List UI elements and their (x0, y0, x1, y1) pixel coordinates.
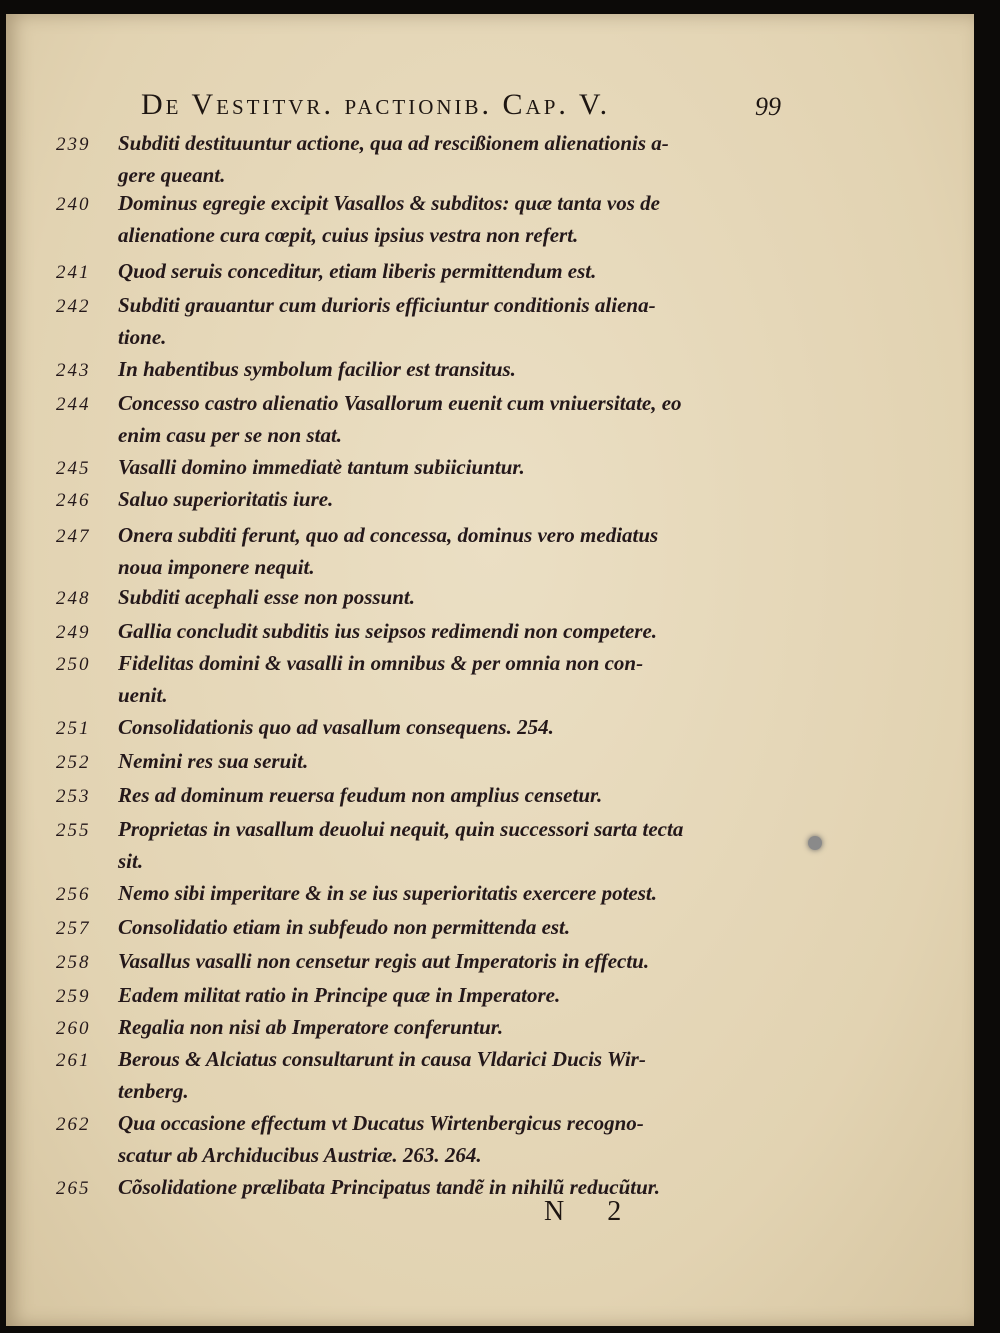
entry-text: Subditi acephali esse non possunt. (118, 585, 415, 609)
index-entry (56, 188, 768, 250)
entry-number: 242 (56, 296, 91, 317)
page-number: 99 (755, 92, 781, 121)
entry-text: Qua occasione effectum vt Ducatus Wirtenbergicus recogno- (118, 1111, 644, 1135)
entry-continuation: enim casu per se non stat. (118, 423, 343, 447)
entry-text: Saluo superioritatis iure. (118, 487, 334, 511)
entry-number: 259 (56, 986, 91, 1007)
index-entry (56, 354, 768, 386)
entry-number: 256 (56, 884, 91, 905)
entry-text: Consolidatio etiam in subfeudo non permittenda est. (118, 915, 571, 939)
entry-text: Gallia concludit subditis ius seipsos redimendi non competere. (118, 619, 658, 643)
index-entry (56, 128, 768, 190)
entry-number: 253 (56, 786, 91, 807)
entry-text: Consolidationis quo ad vasallum consequens. 254. (118, 715, 554, 739)
entry-text: Nemini res sua seruit. (118, 749, 309, 773)
entry-number: 262 (56, 1114, 91, 1135)
entry-text: Nemo sibi imperitare & in se ius superioritatis exercere potest. (118, 881, 657, 905)
entry-continuation: alienatione cura cœpit, cuius ipsius vestra non refert. (118, 223, 579, 247)
entry-continuation: uenit. (118, 683, 168, 707)
entry-number: 251 (56, 718, 91, 739)
entry-number: 250 (56, 654, 91, 675)
entry-number: 246 (56, 490, 91, 511)
index-entry (56, 746, 768, 778)
entry-number: 258 (56, 952, 91, 973)
entry-number: 248 (56, 588, 91, 609)
index-entry (56, 946, 768, 978)
index-entry (56, 1012, 768, 1044)
index-entry (56, 290, 768, 352)
index-entry (56, 814, 768, 876)
entry-text: Subditi destituuntur actione, qua ad rescißionem alienationis a- (118, 131, 669, 155)
paper-hole (808, 836, 822, 850)
index-entry (56, 452, 768, 484)
signature-mark: N 2 (544, 1196, 640, 1227)
index-entry (56, 1108, 768, 1170)
entry-continuation: scatur ab Archiducibus Austriæ. 263. 264. (118, 1143, 482, 1167)
entry-number: 261 (56, 1050, 91, 1071)
entry-continuation: gere queant. (118, 163, 226, 187)
index-entry (56, 582, 768, 614)
entry-text: Regalia non nisi ab Imperatore conferuntur. (118, 1015, 504, 1039)
entry-text: In habentibus symbolum facilior est transitus. (118, 357, 516, 381)
entry-text: Dominus egregie excipit Vasallos & subditos: quæ tanta vos de (118, 191, 660, 215)
entry-number: 245 (56, 458, 91, 479)
index-entry (56, 1172, 768, 1204)
entry-text: Berous & Alciatus consultarunt in causa Vldarici Ducis Wir- (118, 1047, 646, 1071)
entry-continuation: tenberg. (118, 1079, 189, 1103)
entry-continuation: sit. (118, 849, 144, 873)
entry-number: 257 (56, 918, 91, 939)
index-entry (56, 780, 768, 812)
entry-text: Quod seruis conceditur, etiam liberis permittendum est. (118, 259, 597, 283)
entry-number: 249 (56, 622, 91, 643)
index-entry (56, 520, 768, 582)
entry-number: 260 (56, 1018, 91, 1039)
entry-text: Fidelitas domini & vasalli in omnibus & per omnia non con- (118, 651, 644, 675)
entry-text: Concesso castro alienatio Vasallorum euenit cum vniuersitate, eo (118, 391, 682, 415)
entry-text: Cõsolidatione prælibata Principatus tandẽ in nihilũ reducũtur. (118, 1175, 661, 1199)
index-entry (56, 256, 768, 288)
entry-number: 239 (56, 134, 91, 155)
entry-number: 265 (56, 1178, 91, 1199)
entry-text: Eadem militat ratio in Principe quæ in Imperatore. (118, 983, 561, 1007)
entry-number: 247 (56, 526, 91, 547)
entry-number: 243 (56, 360, 91, 381)
index-entry (56, 912, 768, 944)
index-entry (56, 616, 768, 648)
index-entry (56, 648, 768, 710)
index-entry (56, 388, 768, 450)
entry-number: 255 (56, 820, 91, 841)
index-entry (56, 878, 768, 910)
entry-text: Onera subditi ferunt, quo ad concessa, dominus vero mediatus (118, 523, 659, 547)
index-entry (56, 712, 768, 744)
entry-number: 240 (56, 194, 91, 215)
entry-continuation: tione. (118, 325, 167, 349)
running-head (141, 88, 781, 128)
running-head-title: De Vestitvr. pactionib. Cap. V. (141, 88, 611, 121)
entry-continuation: noua imponere nequit. (118, 555, 315, 579)
entry-text: Subditi grauantur cum durioris efficiuntur conditionis aliena- (118, 293, 656, 317)
index-entry (56, 484, 768, 516)
entry-text: Vasallus vasalli non censetur regis aut Imperatoris in effectu. (118, 949, 650, 973)
index-entry (56, 980, 768, 1012)
entry-number: 241 (56, 262, 91, 283)
entry-text: Vasalli domino immediatè tantum subiiciuntur. (118, 455, 525, 479)
entry-number: 244 (56, 394, 91, 415)
entry-number: 252 (56, 752, 91, 773)
entry-text: Res ad dominum reuersa feudum non amplius censetur. (118, 783, 603, 807)
index-entry (56, 1044, 768, 1106)
entry-text: Proprietas in vasallum deuolui nequit, quin successori sarta tecta (118, 817, 684, 841)
